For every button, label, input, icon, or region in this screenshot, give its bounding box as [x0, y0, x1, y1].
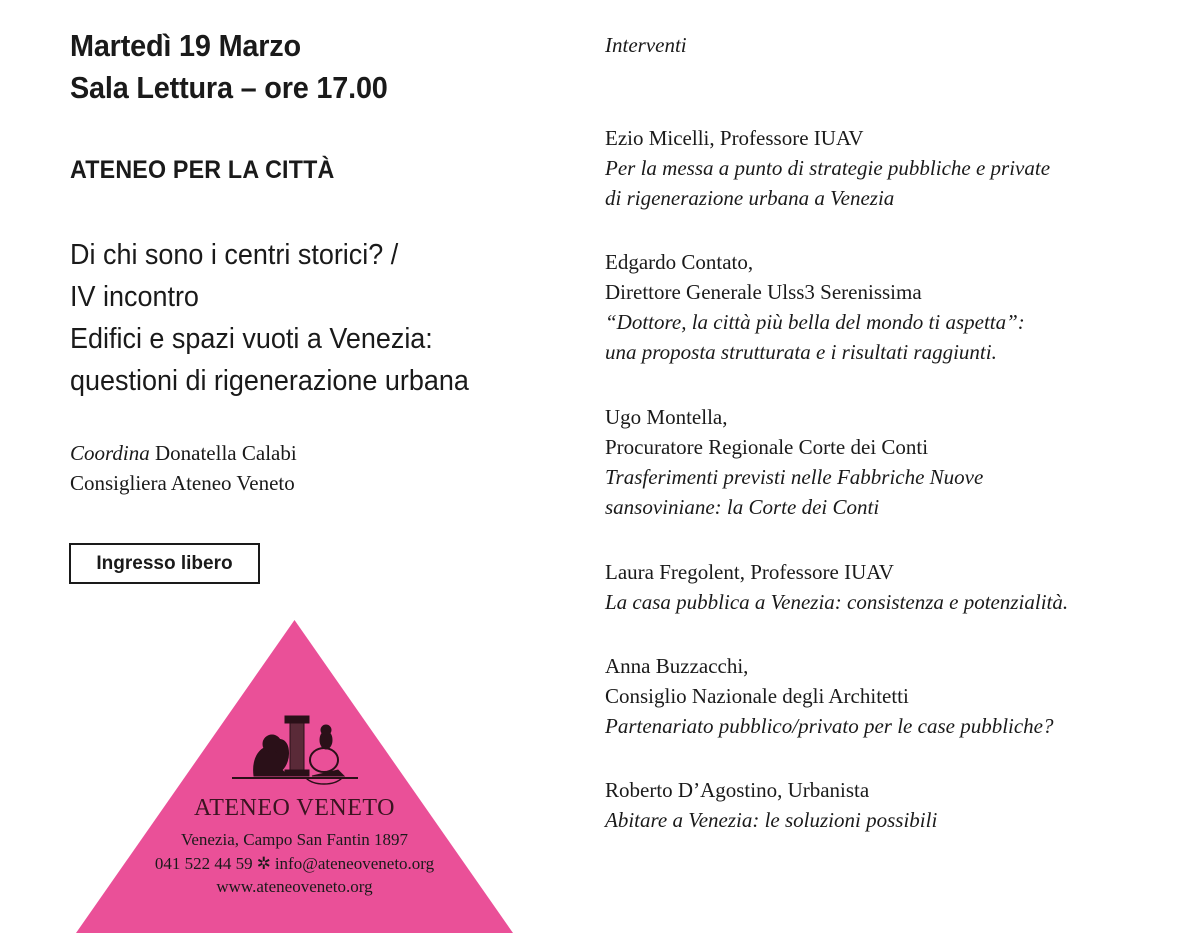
talk-speaker: Direttore Generale Ulss3 Serenissima [605, 280, 922, 304]
coordinator-role: Consigliera Ateneo Veneto [70, 471, 295, 495]
talk-title: Per la messa a punto di strategie pubbliche e private [605, 156, 1051, 180]
talk-title: di rigenerazione urbana a Venezia [605, 186, 895, 210]
talk-speaker: Laura Fregolent, Professore IUAV [605, 560, 894, 584]
talk-title: Trasferimenti previsti nelle Fabbriche Nuove [605, 465, 984, 489]
asterisk-icon: ✲ [256, 854, 271, 873]
talk-title: Abitare a Venezia: le soluzioni possibili [605, 808, 938, 832]
event-title-line: Di chi sono i centri storici? / [70, 239, 399, 271]
coordinator-label: Coordina [70, 441, 150, 465]
talk-speaker: Edgardo Contato, [605, 250, 754, 274]
org-phone: 041 522 44 59 [154, 854, 253, 873]
event-title-line: questioni di rigenerazione urbana [70, 365, 469, 397]
org-name: ATENEO VENETO [194, 795, 395, 821]
talk-item [605, 557, 1165, 617]
event-title-line: Edifici e spazi vuoti a Venezia: [70, 323, 433, 355]
talk-speaker: Consiglio Nazionale degli Architetti [605, 684, 909, 708]
talk-speaker: Anna Buzzacchi, [605, 654, 749, 678]
event-title-line: IV incontro [70, 281, 199, 313]
talks-heading: Interventi [605, 33, 687, 57]
talk-speaker: Ezio Micelli, Professore IUAV [605, 126, 864, 150]
talk-title: Partenariato pubblico/privato per le case pubbliche? [605, 714, 1054, 738]
coordinator-name: Donatella Calabi [154, 441, 297, 465]
talk-item [605, 651, 1165, 741]
free-entry-badge: Ingresso libero [69, 543, 260, 584]
talk-item [605, 402, 1165, 522]
talk-item [605, 775, 1165, 835]
org-contact [76, 854, 513, 874]
talk-speaker: Ugo Montella, [605, 405, 728, 429]
talk-speaker: Procuratore Regionale Corte dei Conti [605, 435, 929, 459]
talk-item [605, 247, 1165, 367]
org-address: Venezia, Campo San Fantin 1897 [180, 830, 409, 849]
talk-title: una proposta strutturata e i risultati raggiunti. [605, 340, 997, 364]
event-date: Martedì 19 Marzo [70, 28, 301, 63]
org-email[interactable]: info@ateneoveneto.org [274, 854, 435, 873]
org-website[interactable]: www.ateneoveneto.org [216, 877, 373, 896]
talk-title: La casa pubblica a Venezia: consistenza e potenzialità. [605, 590, 1069, 614]
talk-speaker: Roberto D’Agostino, Urbanista [605, 778, 870, 802]
coordinator [70, 438, 297, 498]
talk-title: sansoviniane: la Corte dei Conti [605, 495, 880, 519]
talk-item [605, 123, 1165, 213]
talk-title: “Dottore, la città più bella del mondo ti aspetta”: [605, 310, 1025, 334]
event-venue-time: Sala Lettura – ore 17.00 [70, 70, 388, 105]
talks-column [605, 30, 1069, 832]
event-title [70, 234, 499, 402]
series-title: ATENEO PER LA CITTÀ [70, 156, 335, 184]
